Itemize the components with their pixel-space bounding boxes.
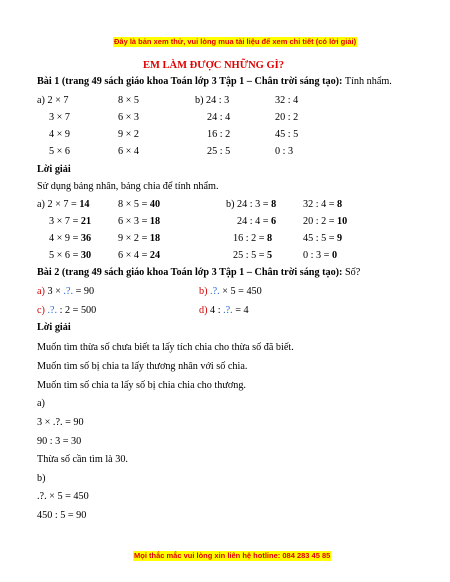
- question: 9 × 2: [118, 129, 140, 140]
- exercise-1-instruction: Tính nhẩm.: [344, 76, 392, 87]
- answer: 16 : 2 = 8: [233, 233, 273, 244]
- question: 25 : 5: [207, 146, 231, 157]
- exercise-2-item-c: c) .?. : 2 = 500: [37, 305, 97, 316]
- exercise-1-title: Bài 1 (trang 49 sách giáo khoa Toán lớp 3 Tập 1 – Chân trời sáng tạo):: [37, 76, 343, 87]
- answer: b) 24 : 3 = 8: [226, 199, 277, 210]
- question: 8 × 5: [118, 95, 140, 106]
- question: 20 : 2: [275, 112, 299, 123]
- preview-banner: Đây là bản xem thử, vui lòng mua tài liệu để xem chi tiết (có lời giải): [114, 37, 357, 46]
- question: 24 : 4: [207, 112, 231, 123]
- solution-line: Muốn tìm số bị chia ta lấy thương nhân với số chia.: [37, 361, 248, 372]
- solution-heading: Lời giải: [37, 164, 71, 175]
- solution-line: Muốn tìm số chia ta lấy số bị chia chia cho thương.: [37, 380, 246, 391]
- exercise-2-item-a: a) 3 × .?. = 90: [37, 286, 95, 297]
- exercise-2-heading: [37, 266, 360, 279]
- question: a) 2 × 7: [37, 95, 69, 106]
- solution-heading: Lời giải: [37, 322, 71, 333]
- solution-line: b): [37, 473, 46, 484]
- solution-line: a): [37, 398, 45, 409]
- answer: 8 × 5 = 40: [118, 199, 161, 210]
- solution-line: 450 : 5 = 90: [37, 510, 87, 521]
- answer: 6 × 3 = 18: [118, 216, 161, 227]
- answer: 4 × 9 = 36: [49, 233, 92, 244]
- exercise-1-heading: [37, 75, 392, 88]
- answer: 32 : 4 = 8: [303, 199, 343, 210]
- question: 6 × 4: [118, 146, 140, 157]
- solution-line: .?. × 5 = 450: [37, 491, 89, 502]
- solution-line: Thừa số cần tìm là 30.: [37, 454, 128, 465]
- question: 32 : 4: [275, 95, 299, 106]
- exercise-2-instruction: Số?: [345, 267, 361, 278]
- question: 0 : 3: [275, 146, 294, 157]
- question: 4 × 9: [49, 129, 71, 140]
- answer: 25 : 5 = 5: [233, 250, 273, 261]
- question: 45 : 5: [275, 129, 299, 140]
- solution-intro: Sử dụng bảng nhân, bảng chia để tính nhẩm.: [37, 181, 219, 192]
- answer: 9 × 2 = 18: [118, 233, 161, 244]
- solution-line: 90 : 3 = 30: [37, 436, 82, 447]
- answer: 5 × 6 = 30: [49, 250, 92, 261]
- answer: 45 : 5 = 9: [303, 233, 343, 244]
- question: 3 × 7: [49, 112, 71, 123]
- answer: a) 2 × 7 = 14: [37, 199, 90, 210]
- question: b) 24 : 3: [195, 95, 230, 106]
- hotline-banner: Mọi thắc mắc vui lòng xin liên hệ hotline: 084 283 45 85: [134, 551, 331, 560]
- answer: 24 : 4 = 6: [237, 216, 277, 227]
- question: 5 × 6: [49, 146, 71, 157]
- answer: 3 × 7 = 21: [49, 216, 92, 227]
- question: 16 : 2: [207, 129, 231, 140]
- answer: 0 : 3 = 0: [303, 250, 338, 261]
- exercise-2-item-d: d) 4 : .?. = 4: [199, 305, 249, 316]
- answer: 6 × 4 = 24: [118, 250, 161, 261]
- exercise-2-title: Bài 2 (trang 49 sách giáo khoa Toán lớp 3 Tập 1 – Chân trời sáng tạo):: [37, 267, 343, 278]
- exercise-2-item-b: b) .?. × 5 = 450: [199, 286, 262, 297]
- page-title: EM LÀM ĐƯỢC NHỮNG GÌ?: [143, 60, 284, 71]
- solution-line: 3 × .?. = 90: [37, 417, 84, 428]
- question: 6 × 3: [118, 112, 140, 123]
- answer: 20 : 2 = 10: [303, 216, 348, 227]
- solution-line: Muốn tìm thừa số chưa biết ta lấy tích chia cho thừa số đã biết.: [37, 342, 294, 353]
